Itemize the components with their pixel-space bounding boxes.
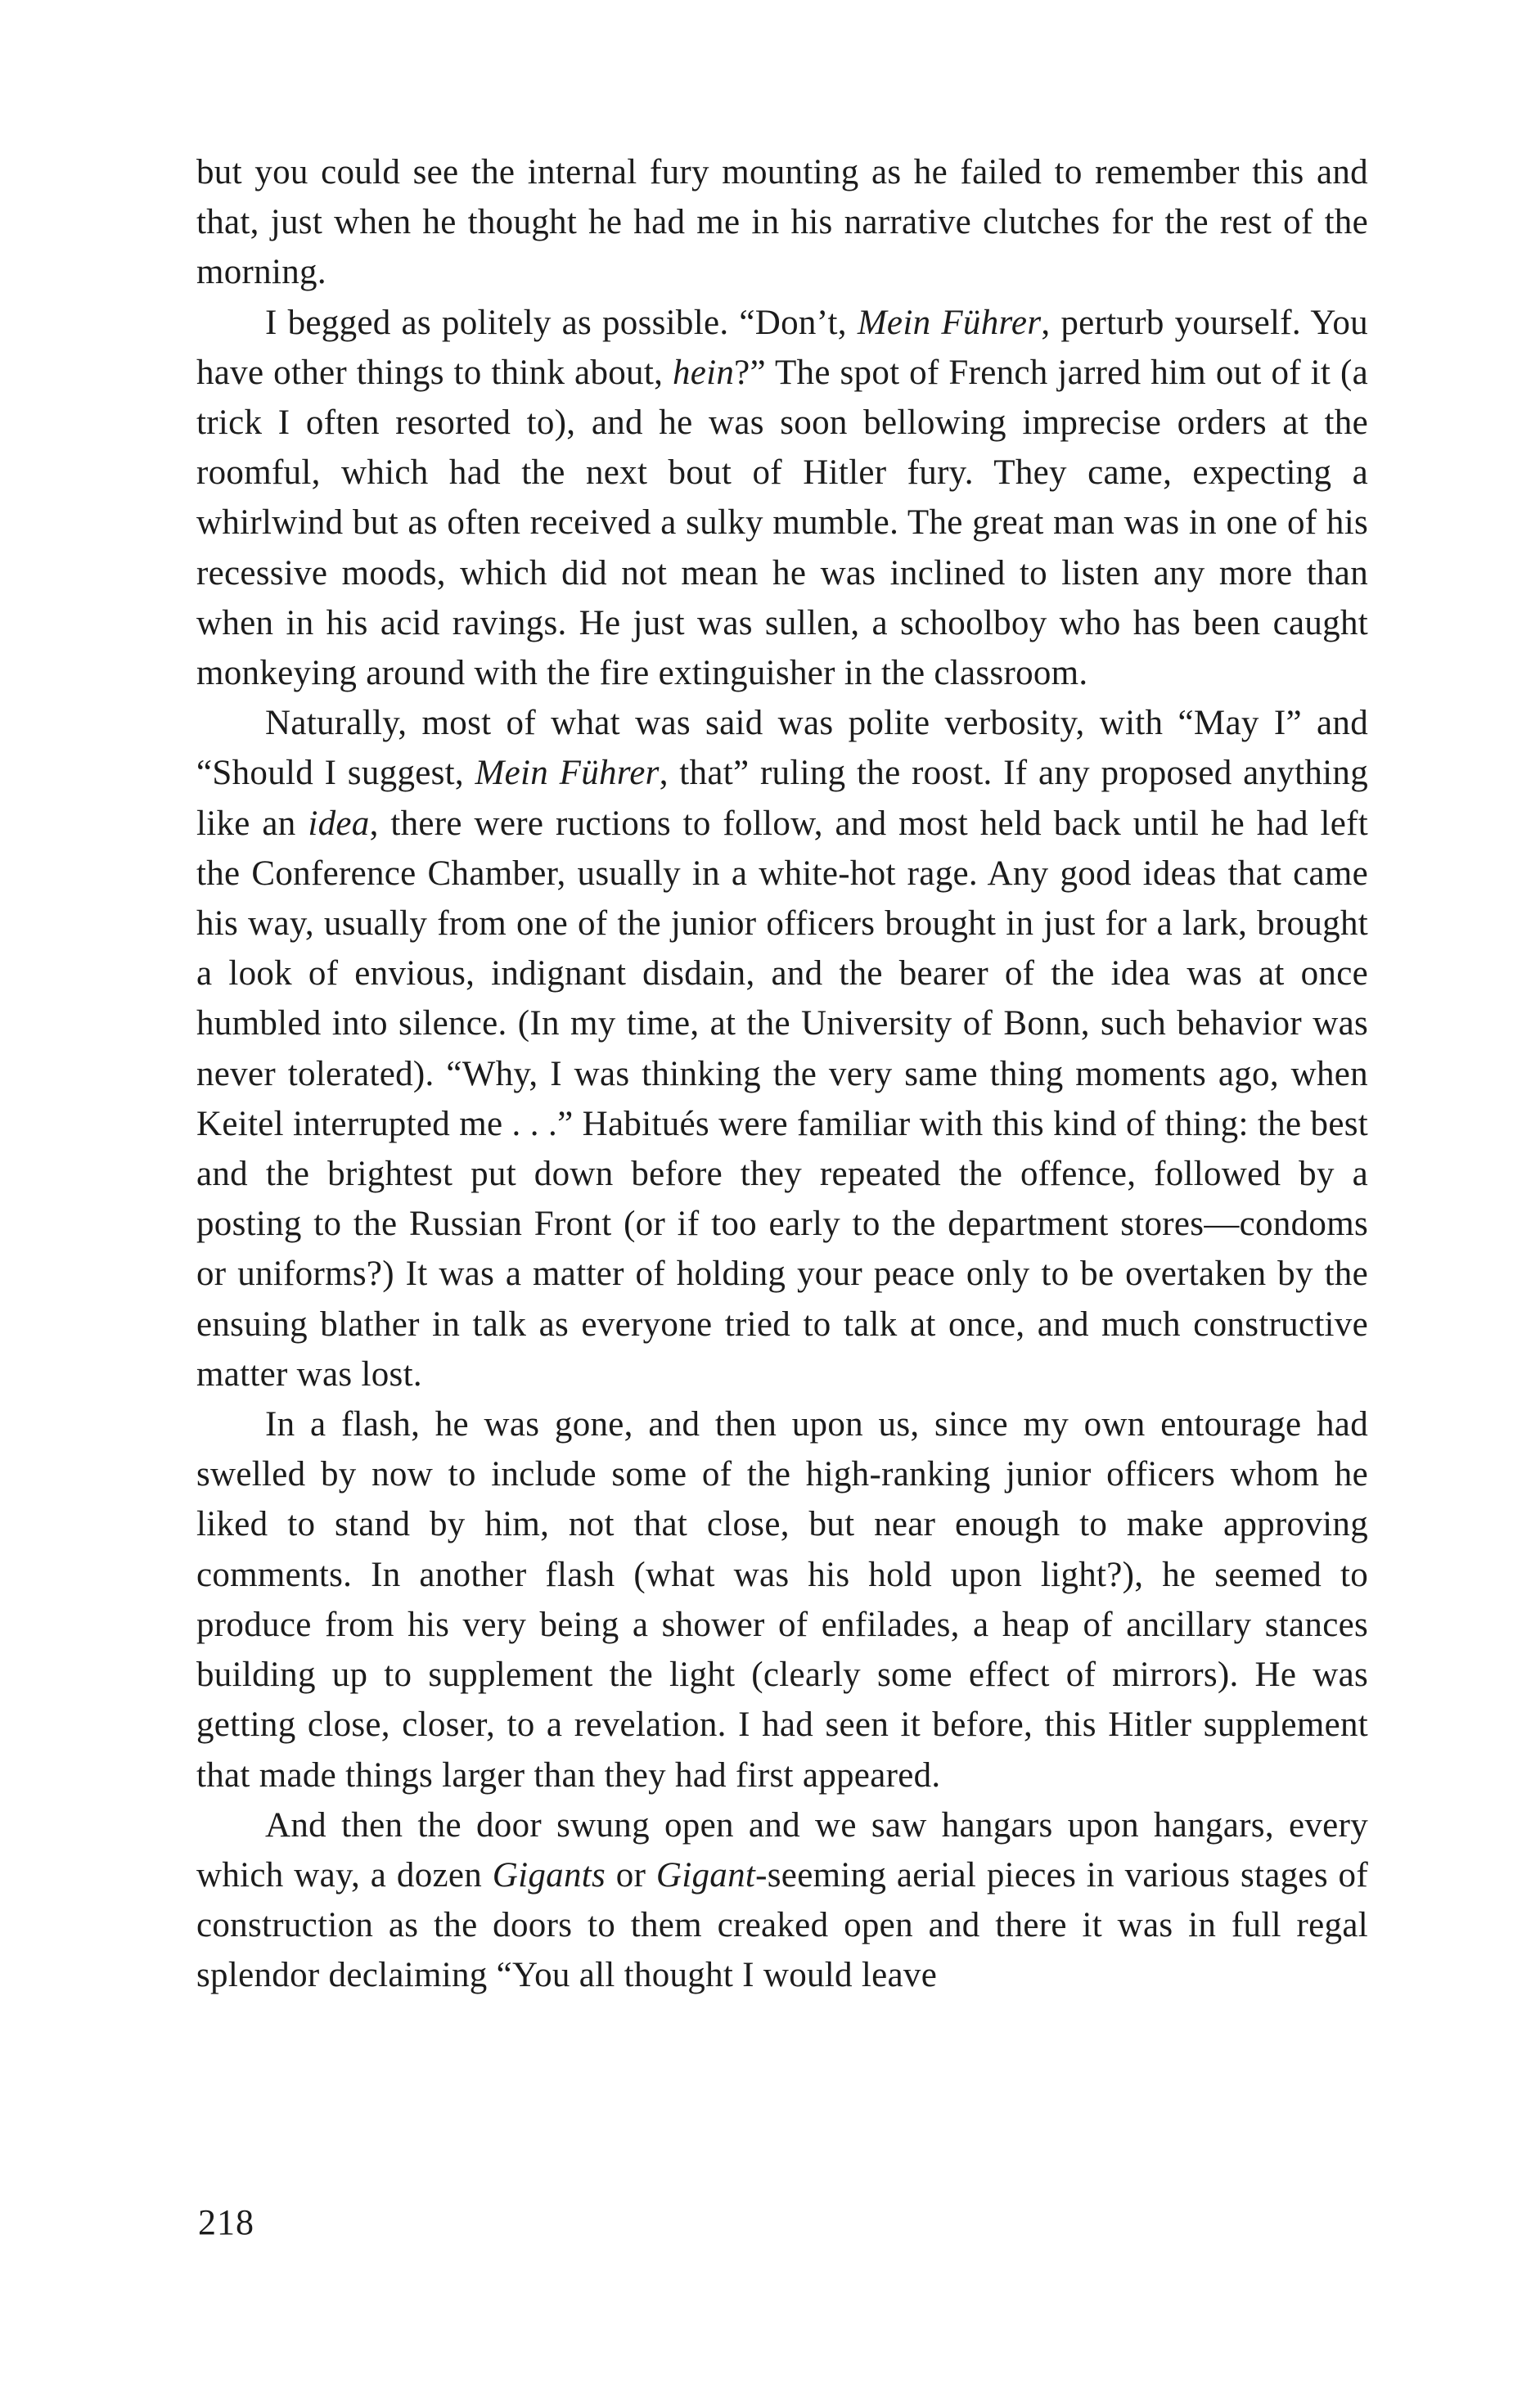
text-run: , that” ruling the roost. If any proposed anything like an bbox=[196, 754, 1368, 843]
text-run: or bbox=[606, 1855, 656, 1895]
text-run: In a flash, he was gone, and then upon us, since my own entourage had swelled by now to include some of the high-ranking junior officers whom he liked to stand by him, not that close, but near enough to make approving comments. In another flash (what was his hold upon light?), he seemed to produce from his very being a shower of enfilades, a heap of ancillary stances building up to supplement the light (clearly some effect of mirrors). He was getting close, closer, to a revelation. I had seen it before, this Hitler supplement that made things larger than they had first appeared. bbox=[196, 1405, 1368, 1795]
body-text bbox=[196, 147, 1368, 2001]
paragraph bbox=[196, 147, 1368, 298]
page-number: 218 bbox=[198, 2202, 254, 2242]
text-run: I begged as politely as possible. “Don’t, bbox=[265, 303, 858, 342]
text-run: And then the door swung open and we saw hangars upon hangars, every which way, a dozen bbox=[196, 1805, 1368, 1895]
text-run: , there were ructions to follow, and most held back until he had left the Conference Chamber, usually in a white-hot rage. Any good ideas that came his way, usually from one of the junior officers brought in just for a lark, brought a look of envious, indignant disdain, and the bearer of the idea was at once humbled into silence. (In my time, at the University of Bonn, such behavior was never tolerated). “Why, I was thinking the very same thing moments ago, when Keitel interrupted me . . .” Habitués were familiar with this kind of thing: the best and the brightest put down before they repeated the offence, followed by a posting to the Russian Front (or if too early to the department stores—condoms or uniforms?) It was a matter of holding your peace only to be overtaken by the ensuing blather in talk as everyone tried to talk at once, and much constructive matter was lost. bbox=[196, 804, 1368, 1394]
text-run: -seeming aerial pieces in various stages of construction as the doors to them creaked open and there it was in full regal splendor declaiming “You all thought I would leave bbox=[196, 1855, 1368, 1995]
italic-text: idea bbox=[308, 804, 370, 843]
italic-text: Mein Führer bbox=[475, 754, 660, 793]
paragraph bbox=[196, 698, 1368, 1399]
text-run: , perturb yourself. You have other things to think about, bbox=[196, 303, 1368, 392]
paragraph bbox=[196, 298, 1368, 699]
paragraph bbox=[196, 1399, 1368, 1800]
text-run: ?” The spot of French jarred him out of it (a trick I often resorted to), and he was soon bellowing imprecise orders at the roomful, which had the next bout of Hitler fury. They came, expecting a whirlwind but as often received a sulky mumble. The great man was in one of his recessive moods, which did not mean he was inclined to listen any more than when in his acid ravings. He just was sullen, a schoolboy who has been caught monkeying around with the fire extinguisher in the classroom. bbox=[196, 353, 1368, 693]
text-run: but you could see the internal fury mounting as he failed to remember this and that, just when he thought he had me in his narrative clutches for the rest of the morning. bbox=[196, 153, 1368, 292]
italic-text: hein bbox=[672, 353, 735, 392]
italic-text: Gigant bbox=[655, 1855, 756, 1895]
italic-text: Mein Führer bbox=[857, 303, 1042, 342]
italic-text: Gigants bbox=[492, 1855, 606, 1895]
paragraph bbox=[196, 1800, 1368, 2001]
text-run: Naturally, most of what was said was polite verbosity, with “May I” and “Should I suggest, bbox=[196, 704, 1368, 793]
